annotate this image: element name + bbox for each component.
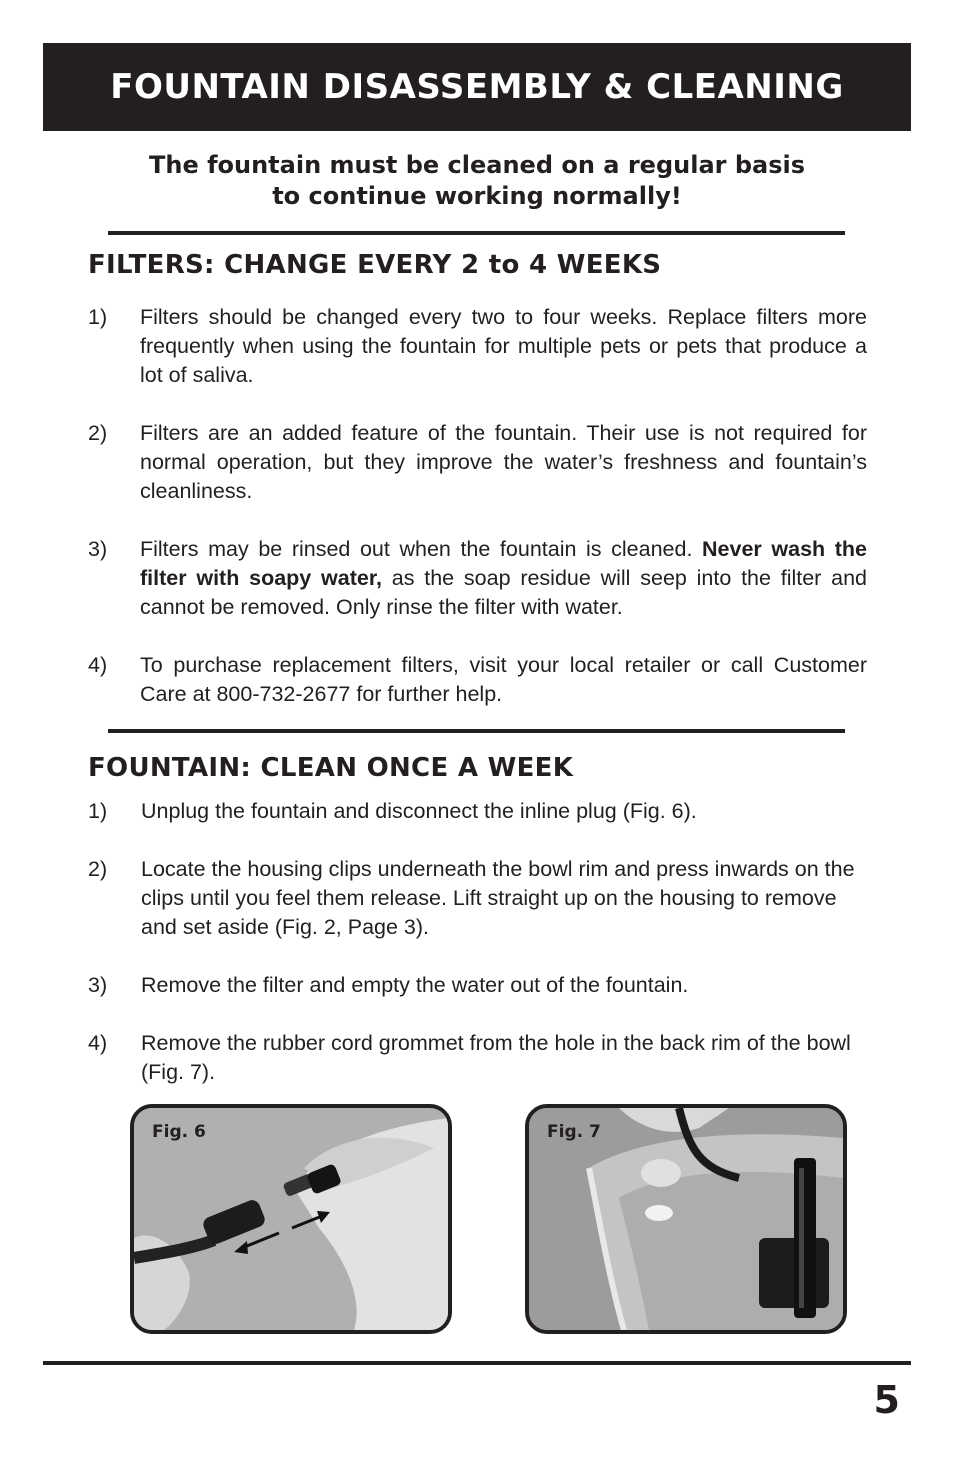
item-text: To purchase replacement filters, visit your local retailer or call Customer Care at 800-732-2677 for further help. [140,653,867,706]
fountain-section-title: FOUNTAIN: CLEAN ONCE A WEEK [88,753,574,783]
item-text: Remove the filter and empty the water out of the fountain. [141,973,689,997]
item-text: Locate the housing clips underneath the bowl rim and press inwards on the clips until you feel them release. Lift straight up on the housing to remove and set aside (Fig. 2, Page 3). [141,857,855,939]
item-text-end: as the soap residue will seep into the filter and cannot be removed. Only rinse the filter with water. [140,566,867,619]
item-number: 1) [88,799,108,823]
subhead-line-1: The fountain must be cleaned on a regular basis [148,151,805,179]
figure-6-label: Fig. 6 [152,1122,206,1142]
item-text: Unplug the fountain and disconnect the inline plug (Fig. 6). [141,799,697,823]
divider [108,729,845,733]
list-item [88,535,867,622]
grommet-hole [645,1205,673,1221]
item-number: 4) [88,1031,108,1055]
item-text: Filters should be changed every two to four weeks. Replace filters more frequently when using the fountain for multiple pets or pets that produce a lot of saliva. [140,305,867,387]
list-item [88,1029,867,1087]
list-item [88,855,867,942]
item-number: 1) [88,305,108,329]
page-title: FOUNTAIN DISASSEMBLY & CLEANING [110,67,844,107]
subhead-line-2: to continue working normally! [272,182,682,210]
page-number: 5 [873,1378,900,1422]
figure-6 [130,1104,452,1334]
item-number: 4) [88,653,108,677]
item-text: Remove the rubber cord grommet from the hole in the back rim of the bowl (Fig. 7). [141,1031,851,1084]
pump-tube [794,1158,816,1318]
item-text: Filters are an added feature of the fountain. Their use is not required for normal operation, but they improve the water’s freshness and fountain’s cleanliness. [140,421,867,503]
warning-subhead [88,150,866,212]
figure-7-label: Fig. 7 [547,1122,601,1142]
fountain-list [88,797,867,1087]
item-number: 2) [88,421,108,445]
rubber-grommet [641,1159,681,1187]
filters-list [88,303,867,709]
list-item [88,303,867,390]
item-text-start: Filters may be rinsed out when the fountain is cleaned. [140,537,703,561]
item-number: 2) [88,857,108,881]
list-item [88,419,867,506]
divider [108,231,845,235]
item-number: 3) [88,973,108,997]
list-item [88,797,867,826]
list-item [88,651,867,709]
pump-tube-highlight [799,1168,804,1308]
filters-section-title: FILTERS: CHANGE EVERY 2 to 4 WEEKS [88,250,662,280]
item-number: 3) [88,537,108,561]
item-text-bold-warning: Never wash the filter with soapy water, [140,537,867,590]
list-item [88,971,867,1000]
figure-7 [525,1104,847,1334]
header-bar [43,43,911,131]
footer-rule [43,1361,911,1365]
